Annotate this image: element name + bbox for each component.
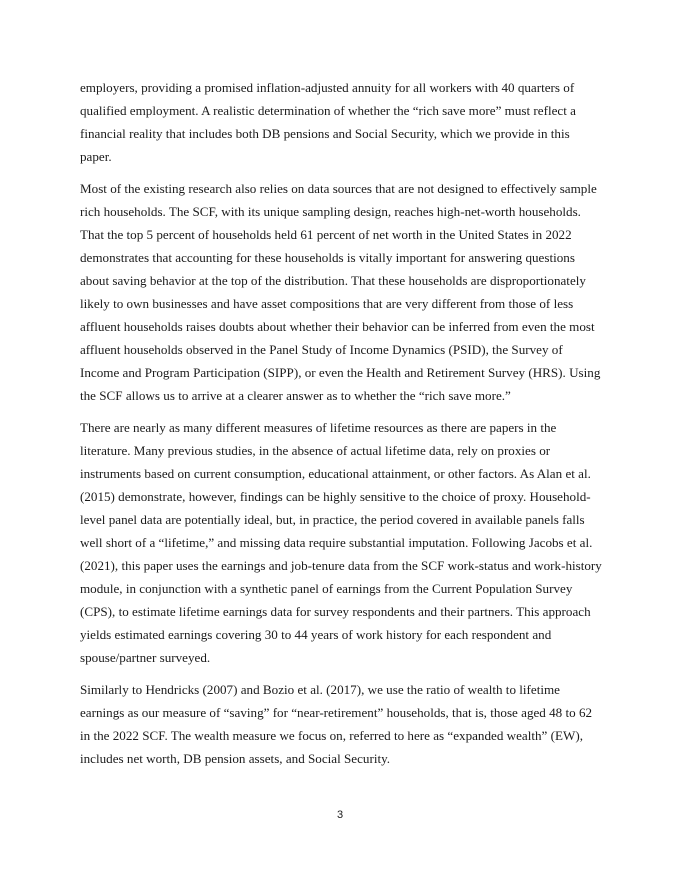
body-text: [80, 76, 602, 779]
paragraph-saving-measure: Similarly to Hendricks (2007) and Bozio et al. (2017), we use the ratio of wealth to lifetime earnings as our measure of “saving” for “near-retirement” households, that is, those aged 48 to 62 in the 2022 SCF. The wealth measure we focus on, referred to here as “expanded wealth” (EW), includes net worth, DB pension assets, and Social Security.: [80, 682, 593, 766]
paragraph-data-sources: Most of the existing research also relies on data sources that are not designed to effectively sample rich households. The SCF, with its unique sampling design, reaches high-net-worth households. That the top 5 percent of households held 61 percent of net worth in the United States in 2022 demonstrates that accounting for these households is vitally important for answering questions about saving behavior at the top of the distribution. That these households are disproportionately likely to own businesses and have asset compositions that are very different from those of less affluent households raises doubts about whether their behavior can be inferred from even the most affluent households observed in the Panel Study of Income Dynamics (PSID), the Survey of Income and Program Participation (SIPP), or even the Health and Retirement Survey (HRS). Using the SCF allows us to arrive at a clearer answer as to whether the “rich save more.”: [80, 181, 601, 403]
paragraph-db-pensions: employers, providing a promised inflation-adjusted annuity for all workers with 40 quarters of qualified employment. A realistic determination of whether the “rich save more” must reflect a financial reality that includes both DB pensions and Social Security, which we provide in this paper.: [80, 80, 576, 164]
paragraph-lifetime-resources: There are nearly as many different measures of lifetime resources as there are papers in the literature. Many previous studies, in the absence of actual lifetime data, rely on proxies or instruments based on current consumption, educational attainment, or other factors. As Alan et al. (2015) demonstrate, however, findings can be highly sensitive to the choice of proxy. Household-level panel data are potentially ideal, but, in practice, the period covered in available panels falls well short of a “lifetime,” and missing data require substantial imputation. Following Jacobs et al. (2021), this paper uses the earnings and job-tenure data from the SCF work-status and work-history module, in conjunction with a synthetic panel of earnings from the Current Population Survey (CPS), to estimate lifetime earnings data for survey respondents and their partners. This approach yields estimated earnings covering 30 to 44 years of work history for each respondent and spouse/partner surveyed.: [80, 420, 602, 665]
page-number: 3: [336, 809, 344, 821]
